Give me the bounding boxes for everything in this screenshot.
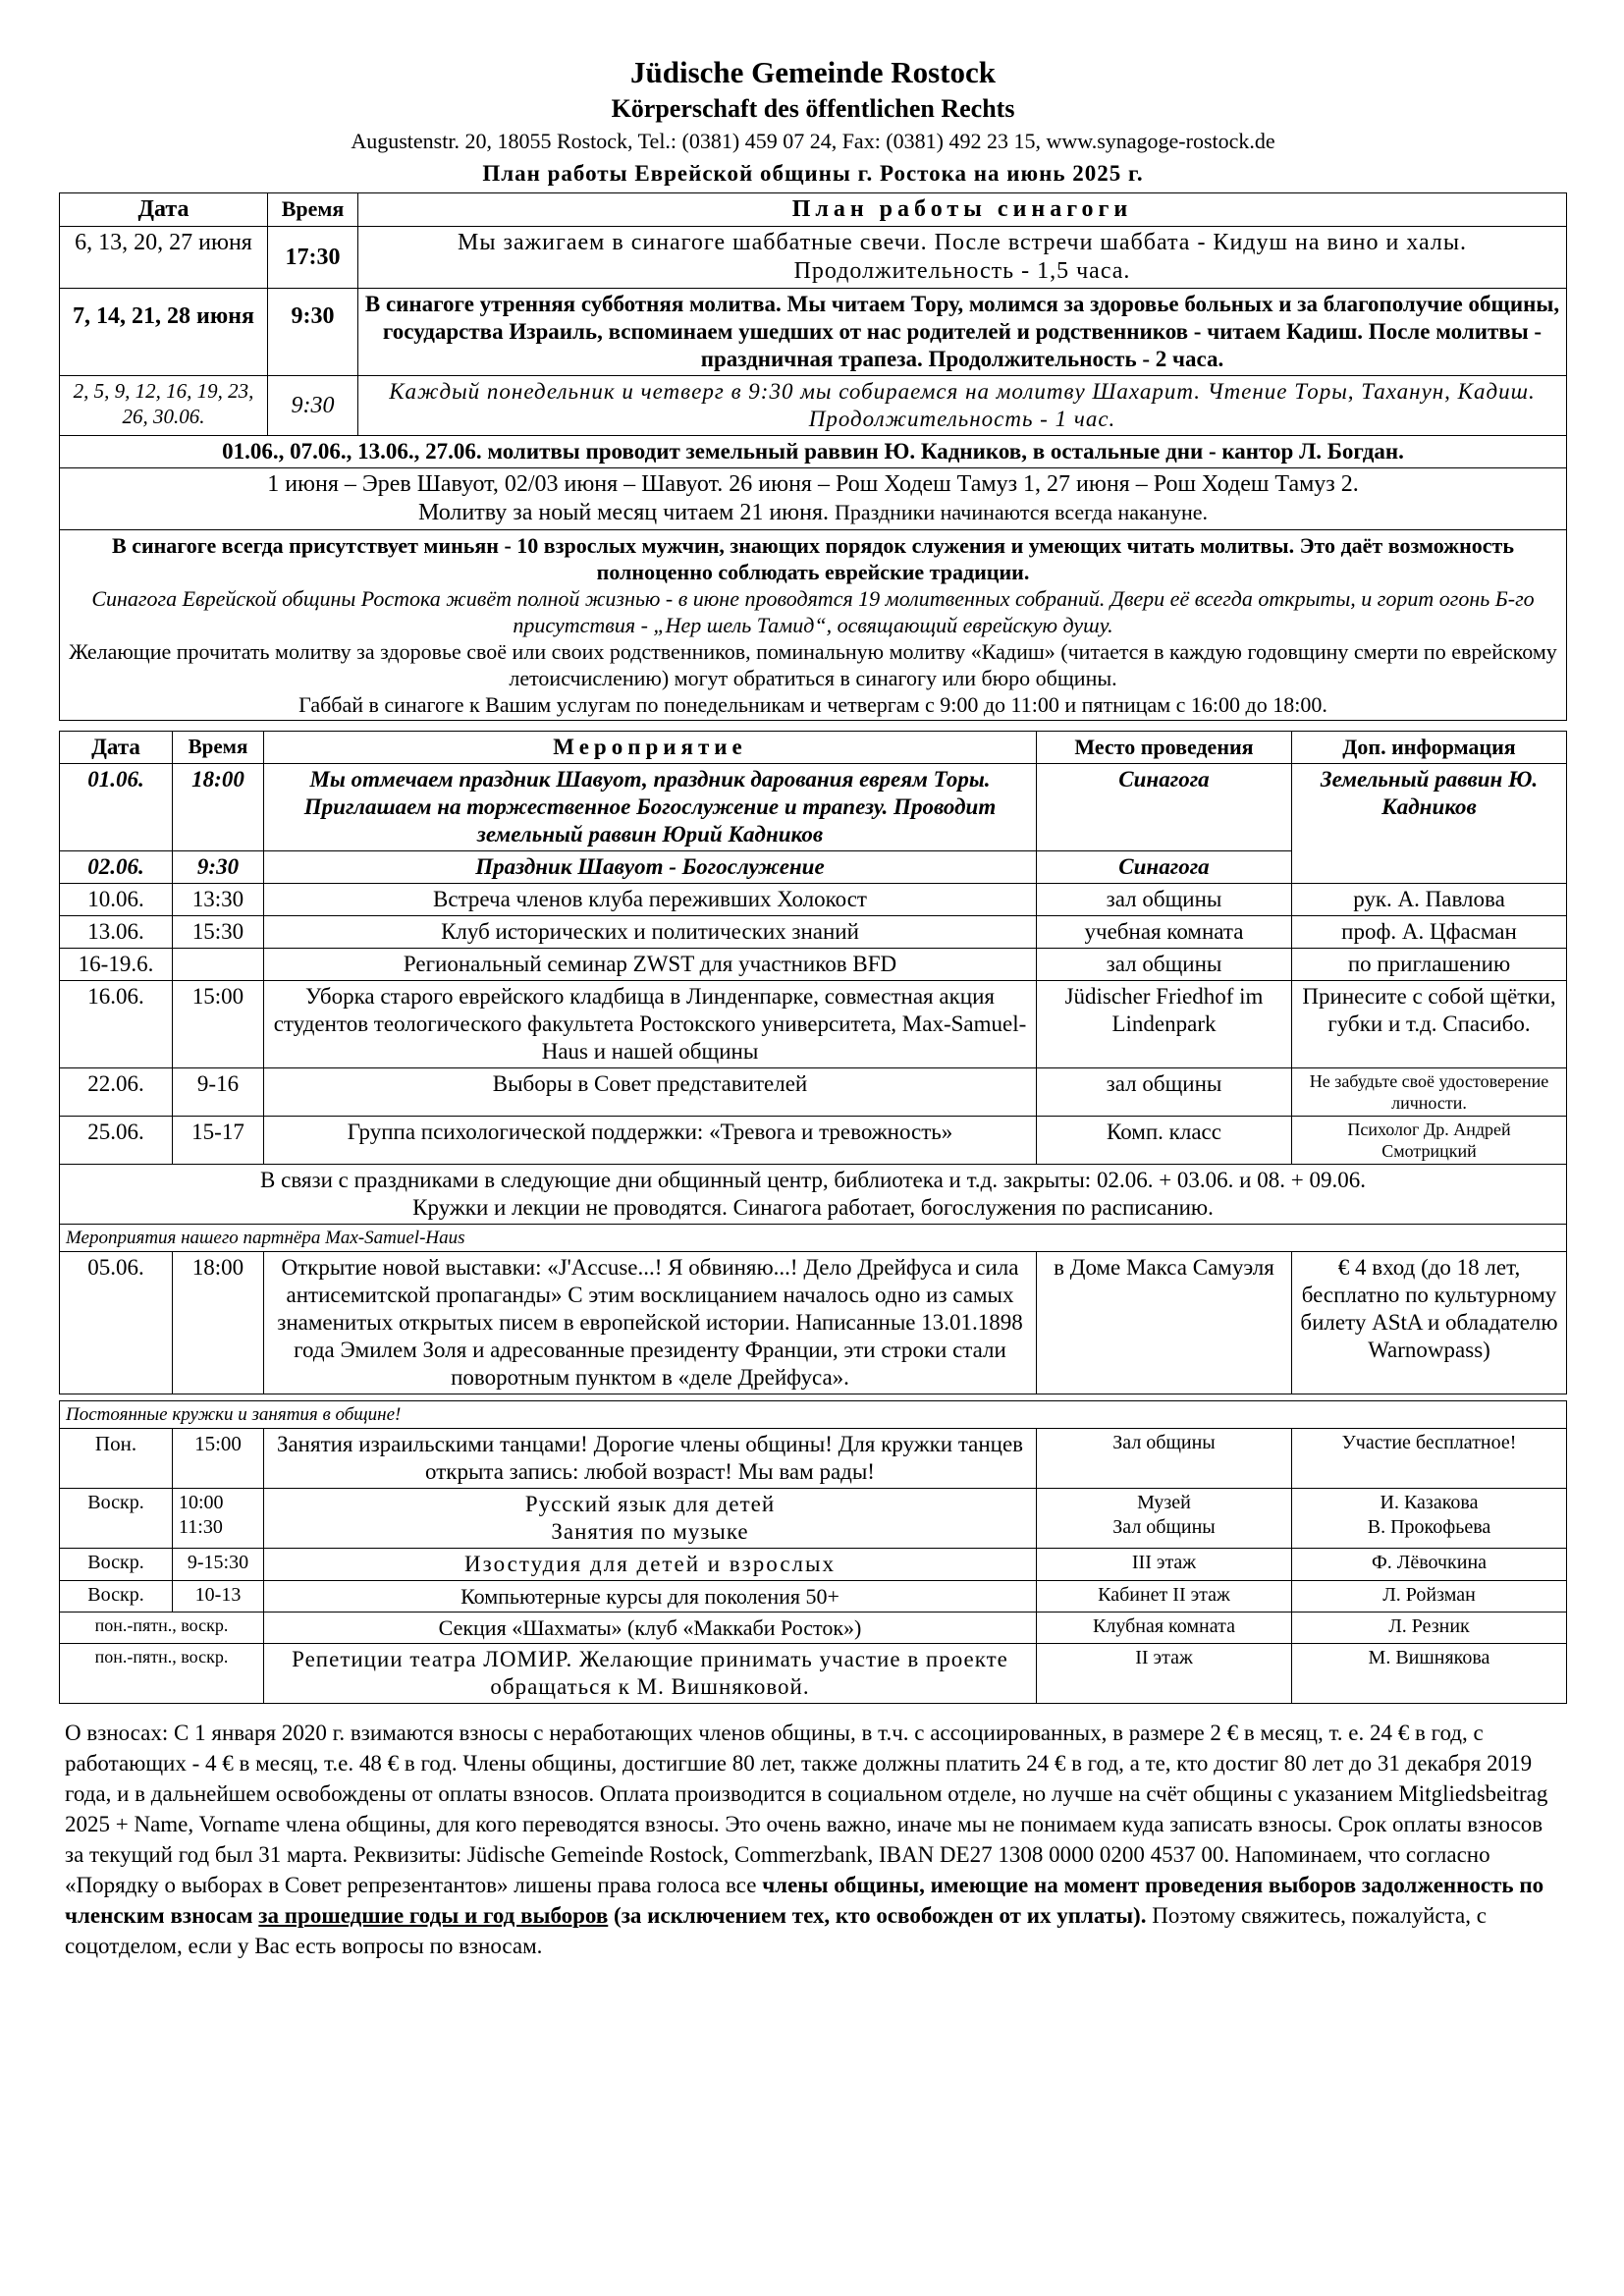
table-row [60,981,1567,1068]
row-place: Комп. класс [1037,1117,1292,1165]
minyan-bold: В синагоге всегда присутствует миньян - 10 взрослых мужчин, знающих порядок служения и умеющих читать молитвы. Это даёт возможность полноценно соблюдать еврейские традиции. [112,533,1514,584]
row-event: Выборы в Совет представителей [264,1068,1037,1117]
minyan-italic: Синагога Еврейской общины Ростока живёт полной жизнью - в июне проводятся 19 молитвенных собраний. Двери её всегда открыты, и горит огонь Б-го присутствия - „Нер шель Тамид“, освящающий еврейскую душу. [91,586,1535,637]
row-time: 18:00 [173,1252,264,1394]
row-info: Не забудьте своё удостоверение личности. [1292,1068,1567,1117]
row-info: проф. А. Цфасман [1292,916,1567,949]
club-name: Секция «Шахматы» (клуб «Маккаби Росток») [264,1613,1037,1644]
col-place: Место проведения [1037,732,1292,764]
row-date: 16-19.6. [60,949,173,981]
club-lead2: В. Прокофьева [1367,1516,1491,1538]
col-event: Мероприятие [264,732,1037,764]
club-lead: Ф. Лёвочкина [1292,1549,1567,1581]
row-event: Уборка старого еврейского кладбища в Линденпарке, совместная акция студентов теологического факультета Ростокского университета, Max-Samuel-Haus и нашей общины [264,981,1037,1068]
table-row [60,949,1567,981]
row-info: по приглашению [1292,949,1567,981]
row-time: 9-16 [173,1068,264,1117]
table-row [60,916,1567,949]
table-row [60,1644,1567,1704]
synagogue-header-row [60,193,1567,227]
partner-title-row [60,1225,1567,1252]
header [59,53,1567,191]
club-place: Музей [1137,1492,1191,1513]
fees-bold2: (за исключением тех, кто освобожден от их уплаты). [614,1903,1147,1928]
partner-title: Мероприятия нашего партнёра Max-Samuel-Haus [60,1225,1567,1252]
club-time: 10-13 [173,1581,264,1613]
org-title: Jüdische Gemeinde Rostock [630,55,996,89]
row-place: Синагога [1037,851,1292,884]
club-lead: И. Казакова [1380,1492,1479,1513]
club-place-cell [1037,1489,1292,1549]
synagogue-table [59,192,1567,721]
closure-cell [60,1165,1567,1225]
club-name: Репетиции театра ЛОМИР. Желающие принимать участие в проекте обращаться к М. Вишняковой. [264,1644,1037,1704]
club-name: Изостудия для детей и взрослых [264,1549,1037,1581]
col-time: Время [173,732,264,764]
events-header-row [60,732,1567,764]
org-subtitle: Körperschaft des öffentlichen Rechts [611,94,1015,123]
row-date: 6, 13, 20, 27 июня [60,227,268,289]
row-event: Открытие новой выставки: «J'Accuse...! Я обвиняю...! Дело Дрейфуса и сила антисемитской пропаганды» С этим восклицанием началось одно из самых знаменитых открытых писем в европейской истории. Написанные 13.01.1898 года Эмилем Золя и адресованные президенту Франции, эти строки стали поворотным пунктом в «деле Дрейфуса». [264,1252,1037,1394]
rabbi-note-row [60,436,1567,468]
table-row [60,1613,1567,1644]
clubs-table [59,1400,1567,1704]
table-row [60,764,1567,851]
row-date: 02.06. [60,851,173,884]
closure-line1: В связи с праздниками в следующие дни общинный центр, библиотека и т.д. закрыты: 02.06. + 03.06. и 08. + 09.06. [260,1168,1366,1192]
club-lead: Л. Резник [1292,1613,1567,1644]
org-address: Augustenstr. 20, 18055 Rostock, Tel.: (0381) 459 07 24, Fax: (0381) 492 23 15, www.synagoge-rostock.de [351,129,1275,153]
row-event: Группа психологической поддержки: «Тревога и тревожность» [264,1117,1037,1165]
club-lead-cell [1292,1489,1567,1549]
club-day: Воскр. [60,1549,173,1581]
club-day: Пон. [60,1429,173,1489]
fees-text: О взносах: С 1 января 2020 г. взимаются взносы с неработающих членов общины, в т.ч. с ассоциированных, в размере 2 € в месяц, т. е. 24 € в год, с работающих - 4 € в месяц, т.е. 48 € в год. Члены общины, достигшие 80 лет, также должны платить 24 € в год, а те, кто достиг 80 лет до 31 декабря 2019 года, и в дальнейшем освобождены от оплаты взносов. Оплата производится в социальном отделе, но лучше на счёт общины с указанием Mitgliedsbeitrag 2025 + Name, Vorname члена общины, для кого переводятся взносы. Это очень важно, иначе мы не понимаем куда записать взносы. Срок оплаты взносов за текущий год был 31 марта. Реквизиты: Jüdische Gemeinde Rostock, Commerzbank, IBAN DE27 1308 0000 0200 4537 00. Напоминаем, что согласно «Порядку о выборах в Совет репрезентантов» лишены права голоса все [65,1721,1548,1897]
row-time: 15:00 [173,981,264,1068]
row-place: учебная комната [1037,916,1292,949]
table-row [60,1581,1567,1613]
club-place: Зал общины [1037,1429,1292,1489]
row-place: зал общины [1037,949,1292,981]
row-place: Jüdischer Friedhof im Lindenpark [1037,981,1292,1068]
club-lead: Л. Ройзман [1292,1581,1567,1613]
club-name: Занятия израильскими танцами! Дорогие члены общины! Для кружки танцев открыта запись: любой возраст! Мы вам рады! [264,1429,1037,1489]
table-row [60,1252,1567,1394]
plan-title: План работы Еврейской общины г. Ростока на июнь 2025 г. [482,161,1144,186]
holidays-note: Праздники начинаются всегда накануне. [835,500,1209,524]
holidays-cell [60,468,1567,530]
club-time-cell [173,1489,264,1549]
row-date: 2, 5, 9, 12, 16, 19, 23, 26, 30.06. [60,376,268,436]
row-date: 7, 14, 21, 28 июня [60,289,268,376]
col-time: Время [268,193,358,227]
row-time: 15:30 [173,916,264,949]
fees-underlined: за прошедшие годы и год выборов [258,1903,609,1928]
row-info: Психолог Др. Андрей Смотрицкий [1292,1117,1567,1165]
document-page [59,53,1567,1961]
club-time2: 11:30 [179,1516,223,1538]
club-place: Кабинет II этаж [1037,1581,1292,1613]
table-row [60,1489,1567,1549]
kadish-text: Желающие прочитать молитву за здоровье своё или своих родственников, поминальную молитву «Кадиш» (читается в каждую годовщину смерти по еврейскому летоисчислению) могут обратиться в синагогу или бюро общины. [69,639,1557,690]
club-place: III этаж [1037,1549,1292,1581]
row-place: зал общины [1037,1068,1292,1117]
row-event: Региональный семинар ZWST для участников BFD [264,949,1037,981]
club-lead: М. Вишнякова [1292,1644,1567,1704]
club-name: Компьютерные курсы для поколения 50+ [264,1581,1037,1613]
row-time: 15-17 [173,1117,264,1165]
table-row [60,1117,1567,1165]
club-day: пон.-пятн., воскр. [60,1644,264,1704]
row-text: В синагоге утренняя субботняя молитва. Мы читаем Тору, молимся за здоровье больных и за благополучие общины, государства Израиль, вспоминаем ушедших от нас родителей и родственников - читаем Кадиш. После молитвы - праздничная трапеза. Продолжительность - 2 часа. [358,289,1567,376]
col-info: Доп. информация [1292,732,1567,764]
fees-closing: Поэтому свяжитесь, пожалуйста, с соцотделом, если у Вас есть вопросы по взносам. [65,1903,1487,1958]
holidays-line2-wrap [66,499,1560,527]
row-event: Встреча членов клуба переживших Холокост [264,884,1037,916]
rabbi-note: 01.06., 07.06., 13.06., 27.06. молитвы проводит земельный раввин Ю. Кадников, в остальные дни - кантор Л. Богдан. [60,436,1567,468]
table-row [60,227,1567,289]
events-table [59,731,1567,1394]
table-row [60,289,1567,376]
row-time [173,949,264,981]
row-text: Мы зажигаем в синагоге шаббатные свечи. После встречи шаббата - Кидуш на вино и халы. Продолжительность - 1,5 часа. [358,227,1567,289]
row-date: 13.06. [60,916,173,949]
club-place: Клубная комната [1037,1613,1292,1644]
table-row [60,1068,1567,1117]
row-time: 18:00 [173,764,264,851]
closure-row [60,1165,1567,1225]
club-day: пон.-пятн., воскр. [60,1613,264,1644]
club-place2: Зал общины [1112,1516,1216,1538]
table-row [60,1429,1567,1489]
holidays-row [60,468,1567,530]
row-event: Клуб исторических и политических знаний [264,916,1037,949]
row-info: Принесите с собой щётки, губки и т.д. Спасибо. [1292,981,1567,1068]
row-time: 9:30 [173,851,264,884]
row-place: в Доме Макса Самуэля [1037,1252,1292,1394]
club-time: 9-15:30 [173,1549,264,1581]
minyan-cell [60,530,1567,721]
col-date: Дата [60,732,173,764]
club-time: 15:00 [173,1429,264,1489]
closure-line2: Кружки и лекции не проводятся. Синагога работает, богослужения по расписанию. [412,1195,1214,1220]
row-event: Мы отмечаем праздник Шавуот, праздник дарования евреям Торы. Приглашаем на торжественное Богослужение и трапезу. Проводит земельный раввин Юрий Кадников [264,764,1037,851]
row-info: € 4 вход (до 18 лет, бесплатно по культурному билету AStA и обладателю Warnowpass) [1292,1252,1567,1394]
row-date: 16.06. [60,981,173,1068]
row-time: 17:30 [268,227,358,289]
club-day: Воскр. [60,1489,173,1549]
row-date: 10.06. [60,884,173,916]
club-day: Воскр. [60,1581,173,1613]
club-place: II этаж [1037,1644,1292,1704]
minyan-row [60,530,1567,721]
col-plan: План работы синагоги [358,193,1567,227]
club-name2: Занятия по музыке [551,1519,749,1544]
row-info: Земельный раввин Ю. Кадников [1292,764,1567,884]
club-time: 10:00 [179,1492,224,1513]
club-name-cell [264,1489,1037,1549]
row-date: 05.06. [60,1252,173,1394]
fees-section [65,1718,1561,1961]
row-date: 01.06. [60,764,173,851]
table-row [60,1549,1567,1581]
gabbai-text: Габбай в синагоге к Вашим услугам по понедельникам и четвергам с 9:00 до 11:00 и пятницам с 16:00 до 18:00. [298,692,1327,717]
clubs-title-row [60,1401,1567,1429]
row-date: 25.06. [60,1117,173,1165]
row-text: Каждый понедельник и четверг в 9:30 мы собираемся на молитву Шахарит. Чтение Торы, Таханун, Кадиш. Продолжительность - 1 час. [358,376,1567,436]
row-time: 9:30 [268,376,358,436]
fees-bold1: члены общины, имеющие на момент проведения выборов задолженность по членским взносам [65,1873,1544,1928]
clubs-title: Постоянные кружки и занятия в общине! [60,1401,1567,1429]
club-name: Русский язык для детей [524,1492,776,1516]
holidays-line1: 1 июня – Эрев Шавуот, 02/03 июня – Шавуот. 26 июня – Рош Ходеш Тамуз 1, 27 июня – Рош Ходеш Тамуз 2. [267,471,1359,497]
club-lead: Участие бесплатное! [1292,1429,1567,1489]
row-info: рук. А. Павлова [1292,884,1567,916]
row-time: 13:30 [173,884,264,916]
row-event: Праздник Шавуот - Богослужение [264,851,1037,884]
row-time: 9:30 [268,289,358,376]
holidays-line2: Молитву за ноый месяц читаем 21 июня. [417,500,829,525]
table-row [60,376,1567,436]
row-place: зал общины [1037,884,1292,916]
row-place: Синагога [1037,764,1292,851]
table-row [60,884,1567,916]
row-date: 22.06. [60,1068,173,1117]
col-date: Дата [60,193,268,227]
